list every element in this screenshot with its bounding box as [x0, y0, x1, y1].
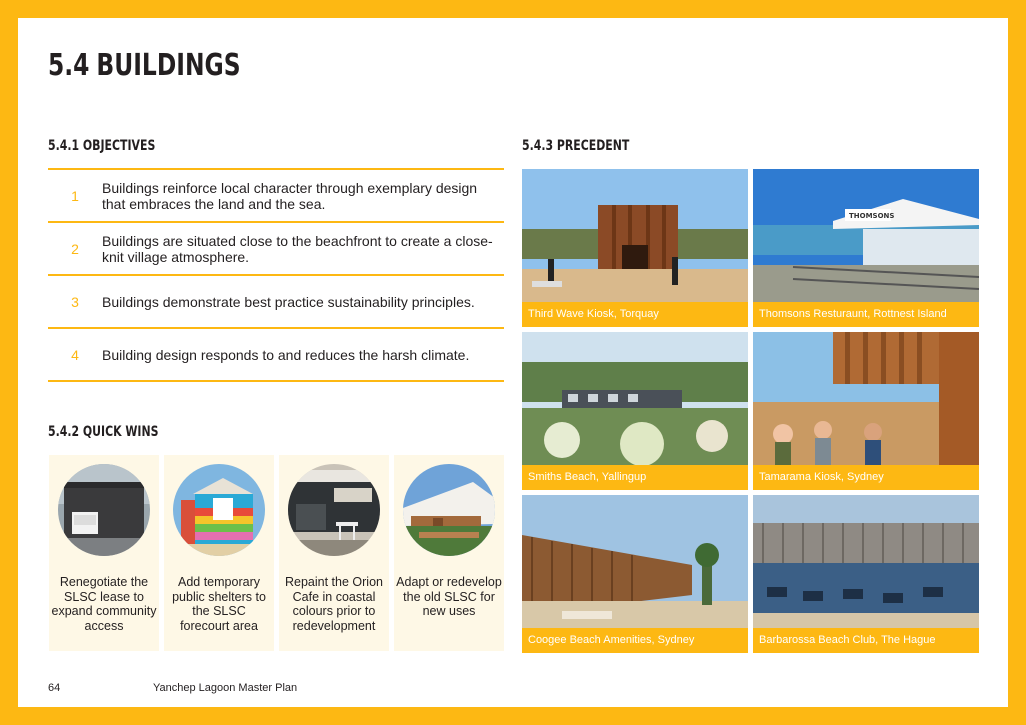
precedent-photo: [753, 332, 979, 490]
section-title: BUILDINGS: [96, 48, 241, 83]
precedent-image-barbarossa-beach-club: [753, 495, 979, 628]
quick-win-image-beach-shelter: [173, 464, 265, 556]
objective-number: 4: [71, 346, 79, 363]
quick-win-card: [394, 455, 504, 651]
quick-win-text: Renegotiate the SLSC lease to expand community access: [51, 575, 157, 633]
precedent-caption: Coogee Beach Amenities, Sydney: [522, 628, 748, 653]
precedent-image-thomsons-restaurant: [753, 169, 979, 302]
objective-text: Buildings are situated close to the beachfront to create a close-knit village atmosphere.: [102, 232, 493, 265]
quick-win-card: [164, 455, 274, 651]
quick-win-card: [49, 455, 159, 651]
precedent-caption: Barbarossa Beach Club, The Hague: [753, 628, 979, 653]
thomsons-sign: THOMSONS: [849, 212, 895, 220]
precedent-caption: Third Wave Kiosk, Torquay: [522, 302, 748, 327]
precedent-caption: Thomsons Resturaunt, Rottnest Island: [753, 302, 979, 327]
precedent-image-third-wave-kiosk: [522, 169, 748, 302]
objective-row: [48, 327, 504, 382]
quick-win-image-slsc-building: [58, 464, 150, 556]
page-number: 64: [48, 682, 61, 694]
objective-text: Buildings demonstrate best practice sustainability principles.: [102, 293, 475, 310]
precedent-heading: 5.4.3 PRECEDENT: [522, 138, 630, 154]
precedent-caption: Smiths Beach, Yallingup: [522, 465, 748, 490]
document-page: [18, 18, 1008, 707]
precedent-photo: [753, 169, 979, 327]
precedent-caption: Tamarama Kiosk, Sydney: [753, 465, 979, 490]
precedent-image-tamarama-kiosk: [753, 332, 979, 465]
quick-win-text: Add temporary public shelters to the SLSC forecourt area: [172, 575, 266, 633]
precedent-photo: [522, 332, 748, 490]
objective-text: Building design responds to and reduces the harsh climate.: [102, 346, 470, 363]
quick-win-image-orion-cafe: [288, 464, 380, 556]
objective-number: 3: [71, 293, 79, 310]
objectives-list: [48, 168, 504, 382]
precedent-image-smiths-beach: [522, 332, 748, 465]
page-title: [48, 48, 241, 83]
quick-wins-heading: 5.4.2 QUICK WINS: [48, 424, 159, 440]
objective-row: [48, 168, 504, 221]
objective-row: [48, 274, 504, 327]
quick-win-image-old-slsc: [403, 464, 495, 556]
quick-win-card: [279, 455, 389, 651]
precedent-photo: [522, 495, 748, 653]
document-title: Yanchep Lagoon Master Plan: [153, 682, 298, 694]
quick-win-text: Adapt or redevelop the old SLSC for new uses: [396, 575, 502, 618]
objectives-heading: 5.4.1 OBJECTIVES: [48, 138, 156, 154]
objective-number: 2: [71, 240, 79, 257]
objective-text: Buildings reinforce local character through exemplary design that embraces the land and the sea.: [102, 179, 478, 212]
section-number: 5.4: [48, 48, 90, 83]
objective-row: [48, 221, 504, 274]
objective-number: 1: [71, 187, 79, 204]
precedent-image-coogee-amenities: [522, 495, 748, 628]
quick-win-text: Repaint the Orion Cafe in coastal colours prior to redevelopment: [285, 575, 383, 633]
precedent-photo: [522, 169, 748, 327]
precedent-photo: [753, 495, 979, 653]
